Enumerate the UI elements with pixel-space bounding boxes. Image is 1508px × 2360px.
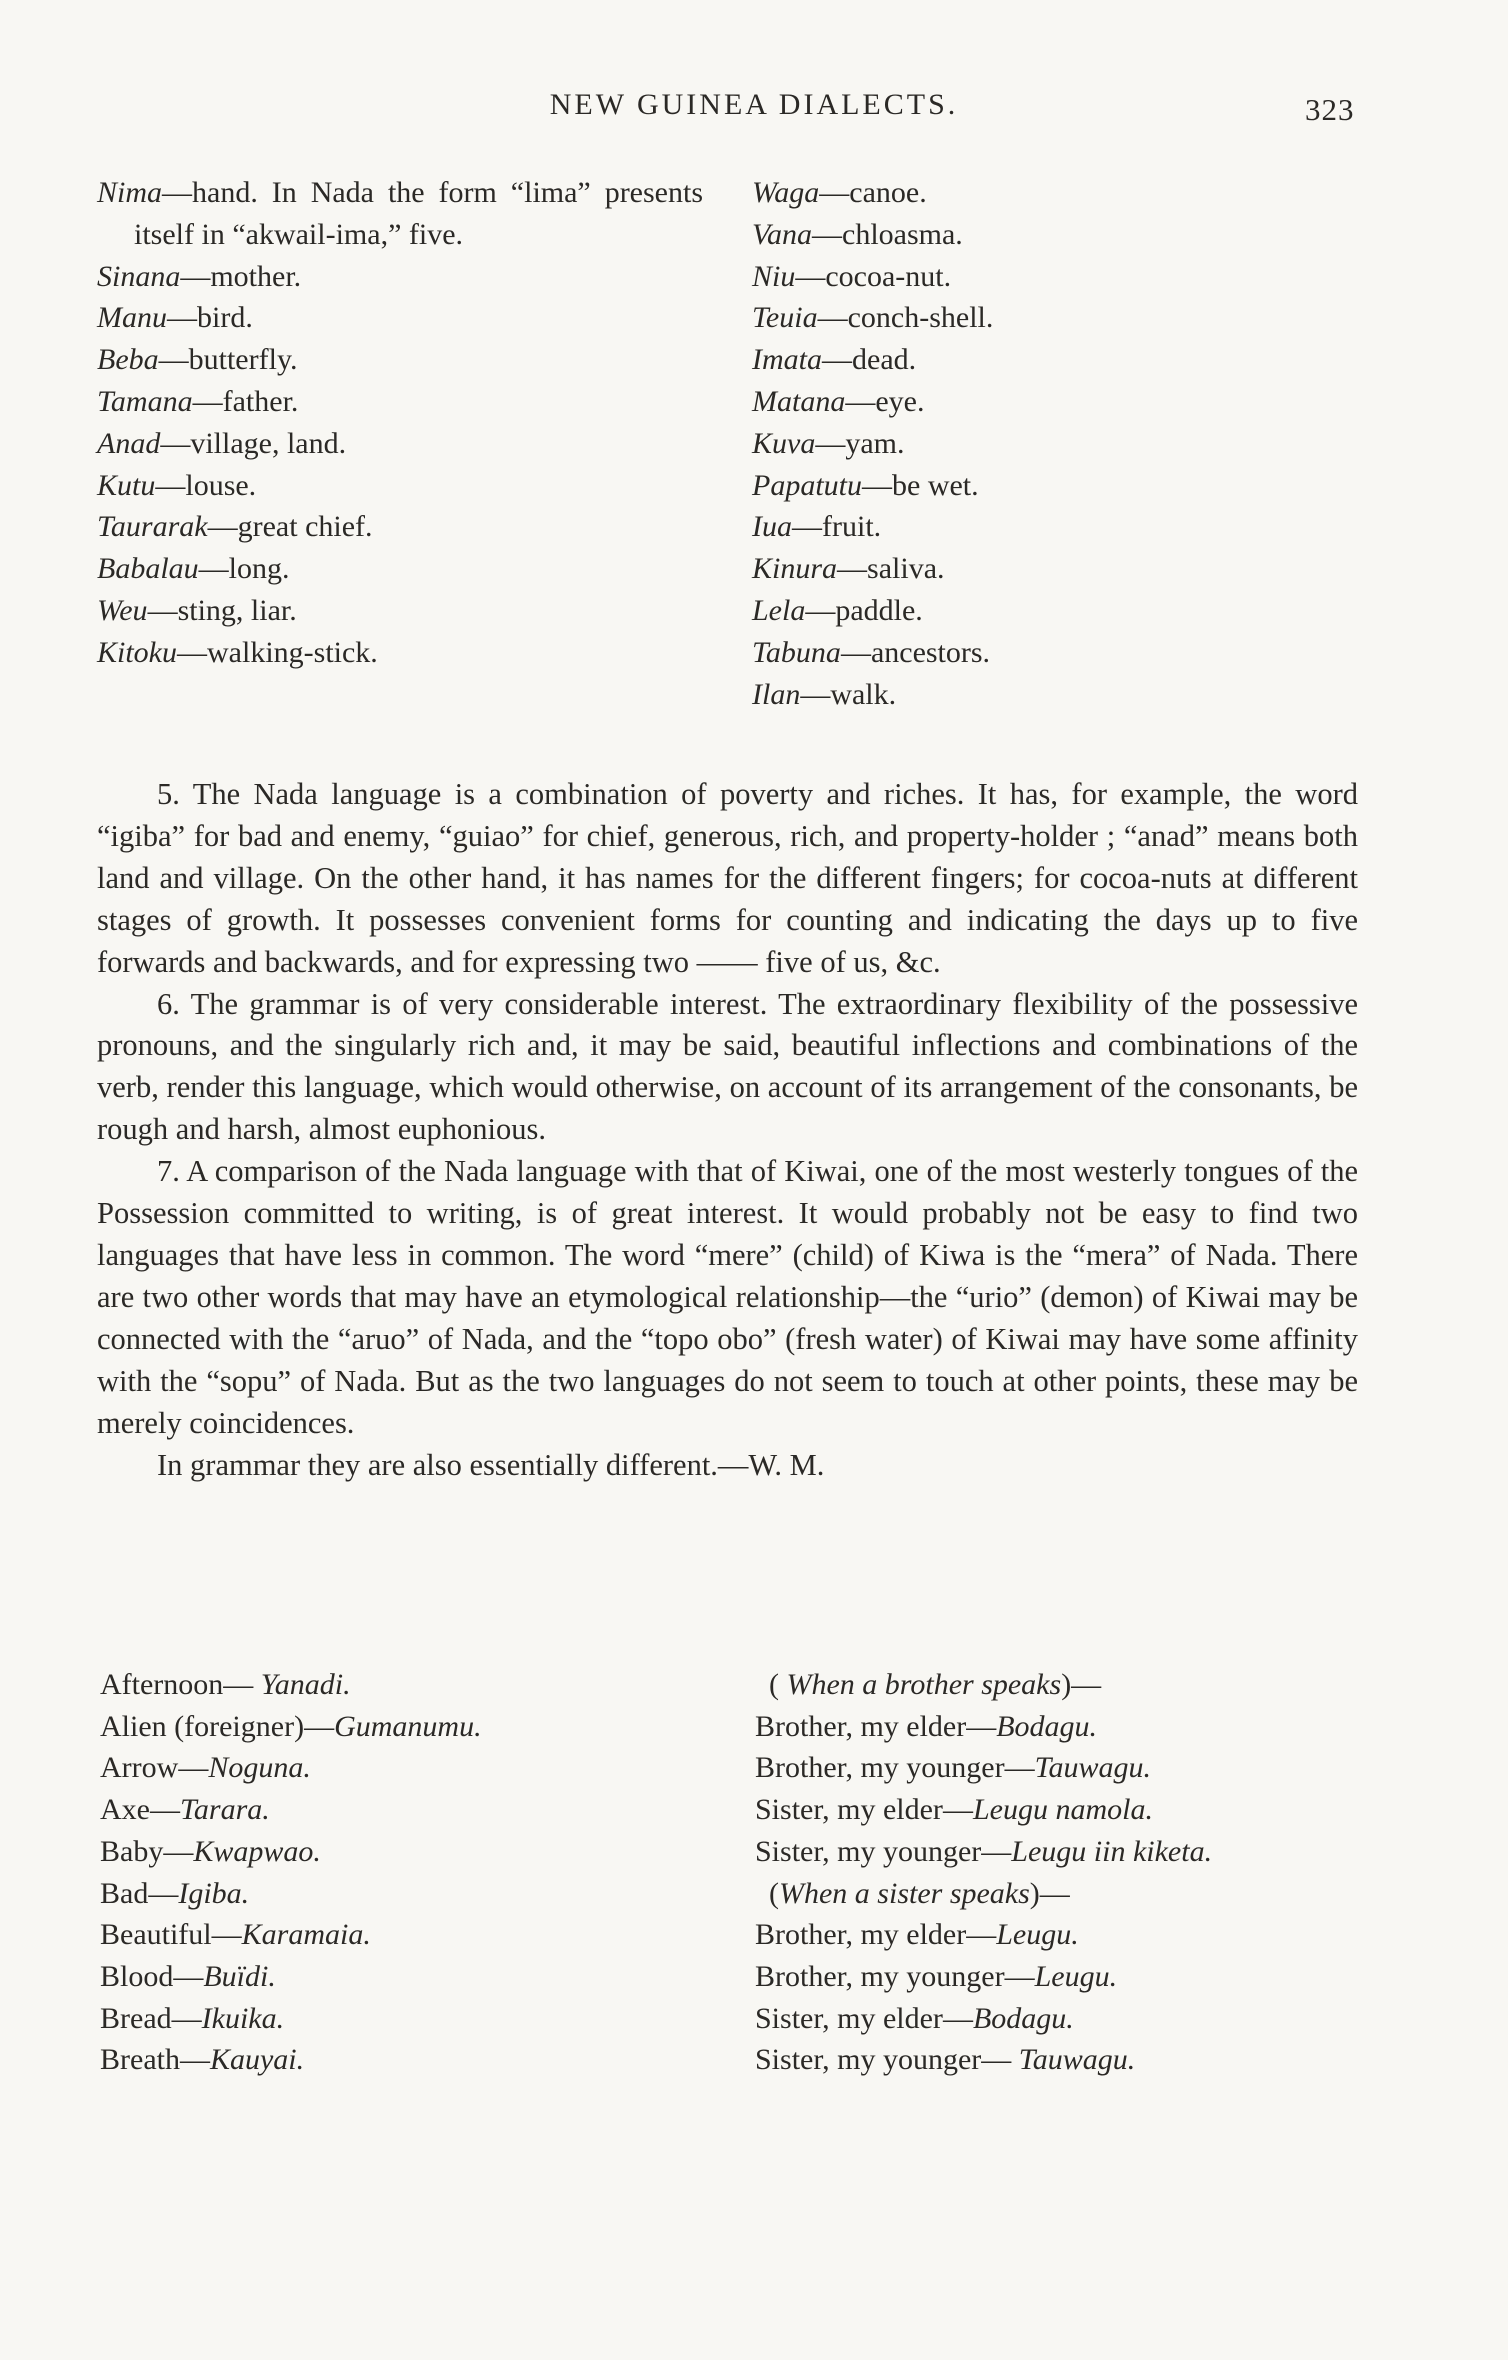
vocab-separator: — — [162, 176, 193, 209]
vocab-separator: — — [795, 259, 826, 293]
vocab-entry — [97, 423, 703, 465]
vocab-word: Kuva — [752, 426, 816, 460]
dict-separator: — — [981, 1834, 1012, 1868]
page-number: 323 — [1305, 92, 1355, 127]
dict-separator: — — [171, 2001, 202, 2035]
heading-open: ( — [769, 1668, 787, 1701]
vocab-separator: — — [192, 384, 223, 418]
vocab-meaning: hand. In Nada the form “lima” presents itself in “akwail-ima,” five. — [134, 176, 703, 251]
dict-separator: — — [223, 1668, 261, 1701]
vocabulary-left-column — [97, 172, 703, 674]
dict-term: Ikuika. — [201, 2001, 285, 2035]
heading-open: ( — [769, 1876, 779, 1910]
vocab-meaning: bird. — [197, 301, 253, 335]
vocab-entry — [752, 172, 1372, 214]
dict-term: Igiba. — [178, 1876, 250, 1910]
vocab-meaning: fruit. — [822, 510, 882, 544]
heading-close: )— — [1029, 1876, 1070, 1910]
vocab-meaning: ancestors. — [870, 635, 991, 669]
vocab-entry — [97, 506, 703, 548]
vocab-separator: — — [198, 552, 229, 586]
vocab-entry — [97, 590, 703, 632]
dict-entry — [755, 1998, 1395, 2040]
dict-term: Kwapwao. — [193, 1834, 321, 1868]
vocab-separator: — — [180, 259, 211, 293]
dict-separator: — — [966, 1709, 997, 1743]
vocab-entry — [97, 297, 703, 339]
dict-english: Afternoon — [100, 1668, 224, 1701]
vocab-word: Iua — [752, 510, 792, 544]
dict-term: Bodagu. — [972, 2001, 1074, 2035]
dict-entry — [755, 1831, 1395, 1873]
vocab-word: Papatutu — [752, 468, 862, 502]
dict-entry — [100, 1831, 700, 1873]
dict-entry — [755, 1747, 1395, 1789]
vocab-word: Vana — [752, 217, 812, 251]
vocab-word: Lela — [752, 593, 806, 627]
vocab-meaning: great chief. — [237, 510, 373, 544]
dict-english: Bad — [100, 1876, 149, 1910]
dict-separator: — — [178, 1751, 209, 1785]
dict-separator: — — [148, 1876, 179, 1910]
dictionary-left-column — [100, 1664, 700, 2081]
vocab-word: Tamana — [97, 384, 193, 418]
vocab-word: Tabuna — [752, 635, 841, 669]
vocab-word: Niu — [752, 259, 796, 293]
dict-term: Bodagu. — [996, 1709, 1098, 1743]
vocab-separator: — — [800, 677, 831, 711]
vocab-word: Waga — [752, 176, 820, 209]
dict-term: Tauwagu. — [1018, 2043, 1136, 2077]
dict-entry — [100, 1956, 700, 1998]
vocab-meaning: father. — [222, 384, 299, 418]
dict-term: Leugu. — [1034, 1959, 1118, 1993]
vocab-meaning: long. — [228, 552, 290, 586]
vocab-entry — [752, 339, 1372, 381]
vocab-separator: — — [805, 593, 836, 627]
vocab-separator: — — [812, 217, 842, 251]
vocab-entry — [97, 632, 703, 674]
vocab-word: Kinura — [752, 552, 838, 586]
dict-separator: — — [966, 1918, 997, 1952]
paragraph-7: 7. A comparison of the Nada language with that of Kiwai, one of the most westerly tongues of the Possession committed to writing, is of great interest. It would probably not be easy to find two languages that have less in common. The word “mere” (child) of Kiwa is the “mera” of Nada. There are two other words that may have an etymological relationship—the “urio” (demon) of Kiwai may be connected with the “aruo” of Nada, and the “topo obo” (fresh water) of Kiwai may have some affinity with the “sopu” of Nada. But as the two languages do not seem to touch at other points, these may be merely coincidences. — [97, 1154, 1358, 1440]
dict-english: Sister, my elder — [755, 1793, 943, 1827]
vocab-word: Manu — [97, 301, 167, 335]
brother-speaks-heading — [755, 1664, 1395, 1706]
dict-separator: — — [173, 1959, 204, 1993]
dict-term: Leugu. — [996, 1918, 1079, 1952]
vocab-word: Anad — [97, 426, 161, 460]
vocab-entry — [752, 297, 1372, 339]
vocab-meaning: butterfly. — [188, 343, 298, 377]
vocab-meaning: saliva. — [867, 552, 945, 586]
vocab-meaning: walk. — [830, 677, 897, 711]
vocab-meaning: village, land. — [190, 426, 347, 460]
dict-separator: — — [942, 1793, 973, 1827]
vocab-entry — [752, 423, 1372, 465]
dict-separator: — — [149, 1793, 180, 1827]
vocab-separator: — — [845, 384, 876, 418]
vocab-separator: — — [158, 343, 189, 377]
vocab-meaning: mother. — [210, 259, 302, 293]
dict-english: Axe — [100, 1793, 150, 1827]
vocab-entry — [97, 381, 703, 423]
body-text — [97, 774, 1358, 1486]
vocab-word: Matana — [752, 384, 846, 418]
vocab-entry — [97, 465, 703, 507]
dict-entry — [100, 1789, 700, 1831]
heading-text: When a sister speaks — [779, 1876, 1030, 1910]
dict-english: Brother, my elder — [755, 1709, 967, 1743]
dict-term: Kauyai. — [209, 2043, 305, 2077]
dict-english: Sister, my elder — [755, 2001, 943, 2035]
vocab-entry — [752, 256, 1372, 298]
vocab-separator: — — [817, 301, 848, 335]
dict-entry — [755, 2039, 1395, 2081]
dict-english: Beautiful — [100, 1918, 212, 1952]
vocab-meaning: yam. — [845, 426, 905, 460]
dict-entry — [100, 1914, 700, 1956]
vocab-entry — [752, 214, 1372, 256]
dict-english: Breath — [100, 2043, 180, 2077]
vocab-separator: — — [155, 468, 186, 502]
dict-term: Tauwagu. — [1034, 1751, 1152, 1785]
dict-entry — [755, 1956, 1395, 1998]
vocab-entry — [752, 381, 1372, 423]
dict-english: Brother, my younger — [755, 1959, 1005, 1993]
vocab-word: Kutu — [97, 468, 156, 502]
vocab-entry — [752, 590, 1372, 632]
vocab-entry — [752, 465, 1372, 507]
vocab-meaning: be wet. — [892, 468, 979, 502]
vocab-word: Weu — [97, 593, 148, 627]
sister-speaks-heading — [755, 1873, 1395, 1915]
vocab-word: Beba — [97, 343, 159, 377]
dict-term: Karamaia. — [241, 1918, 371, 1952]
vocab-meaning: conch-shell. — [847, 301, 994, 335]
vocab-separator: — — [862, 468, 892, 502]
running-title: NEW GUINEA DIALECTS. — [549, 88, 959, 121]
dict-separator: — — [211, 1918, 242, 1952]
vocab-separator: — — [207, 510, 238, 544]
dict-entry — [755, 1789, 1395, 1831]
vocabulary-right-column — [752, 172, 1372, 715]
paragraph-5: 5. The Nada language is a combination of poverty and riches. It has, for example, the word “igiba” for bad and enemy, “guiao” for chief, generous, rich, and property-holder ; “anad” means both land and village. On the other hand, it has names for the different fingers; for cocoa-nuts at different stages of growth. It possesses convenient forms for counting and indicating the days up to five forwards and backwards, and for expressing two —— five of us, &c. — [97, 777, 1358, 979]
vocab-entry — [752, 548, 1372, 590]
dict-english: Sister, my younger — [755, 2043, 982, 2077]
dict-entry — [755, 1914, 1395, 1956]
dict-entry — [100, 1747, 700, 1789]
dict-term: Noguna. — [208, 1751, 311, 1785]
vocab-separator: — — [147, 593, 178, 627]
vocab-separator: — — [822, 343, 852, 377]
vocab-separator: — — [819, 176, 850, 209]
dict-entry — [100, 2039, 700, 2081]
vocab-separator: — — [160, 426, 191, 460]
vocab-word: Babalau — [97, 552, 199, 586]
dict-english: Bread — [100, 2001, 172, 2035]
vocab-word: Ilan — [752, 677, 801, 711]
heading-close: )— — [1061, 1668, 1102, 1701]
dict-english: Alien (foreigner) — [100, 1709, 305, 1743]
vocab-entry — [97, 172, 703, 256]
vocab-meaning: chloasma. — [842, 217, 963, 251]
vocab-meaning: eye. — [875, 384, 925, 418]
dict-term: Buïdi. — [203, 1959, 276, 1993]
dict-entry — [755, 1706, 1395, 1748]
vocab-word: Taurarak — [97, 510, 208, 544]
dict-english: Arrow — [100, 1751, 179, 1785]
vocab-meaning: walking-stick. — [207, 635, 378, 669]
dict-term: Leugu iin kiketa. — [1011, 1834, 1213, 1868]
dict-english: Brother, my younger — [755, 1751, 1005, 1785]
vocab-separator: — — [840, 635, 871, 669]
vocab-separator: — — [815, 426, 846, 460]
dict-entry — [100, 1873, 700, 1915]
vocab-word: Kitoku — [97, 635, 177, 669]
dict-separator: — — [1004, 1959, 1035, 1993]
vocab-word: Sinana — [97, 259, 181, 293]
dict-term: Leugu namola. — [972, 1793, 1153, 1827]
vocab-entry — [97, 548, 703, 590]
vocab-meaning: cocoa-nut. — [825, 259, 952, 293]
signoff: In grammar they are also essentially different.—W. M. — [157, 1447, 825, 1482]
dict-separator: — — [163, 1834, 194, 1868]
vocab-word: Nima — [97, 176, 163, 209]
dict-separator: — — [942, 2001, 973, 2035]
vocab-entry — [97, 339, 703, 381]
dict-separator: — — [304, 1709, 335, 1743]
dict-separator: — — [179, 2043, 210, 2077]
dict-separator: — — [1004, 1751, 1035, 1785]
vocab-meaning: louse. — [185, 468, 257, 502]
vocab-entry — [97, 256, 703, 298]
dict-english: Blood — [100, 1959, 174, 1993]
dict-english: Sister, my younger — [755, 1834, 982, 1868]
heading-text: When a brother speaks — [786, 1668, 1062, 1701]
page-header — [0, 88, 1508, 128]
vocab-entry — [752, 506, 1372, 548]
dict-english: Brother, my elder — [755, 1918, 967, 1952]
vocab-meaning: canoe. — [849, 176, 927, 209]
vocab-separator: — — [177, 635, 207, 669]
vocab-word: Imata — [752, 343, 822, 377]
dict-term: Tarara. — [179, 1793, 270, 1827]
dict-entry — [100, 1998, 700, 2040]
dict-term: Gumanumu. — [334, 1709, 482, 1743]
vocab-meaning: sting, liar. — [177, 593, 297, 627]
paragraph-6: 6. The grammar is of very considerable interest. The extraordinary flexibility of the possessive pronouns, and the singularly rich and, it may be said, beautiful inflections and combinations of the verb, render this language, which would otherwise, on account of its arrangement of the consonants, be rough and harsh, almost euphonious. — [97, 986, 1358, 1147]
vocab-separator: — — [837, 552, 868, 586]
dict-entry — [100, 1706, 700, 1748]
dict-term: Yanadi. — [260, 1668, 351, 1701]
dict-english: Baby — [100, 1834, 164, 1868]
vocab-meaning: paddle. — [835, 593, 923, 627]
vocab-entry — [752, 674, 1372, 716]
vocab-separator: — — [167, 301, 197, 335]
vocab-entry — [752, 632, 1372, 674]
vocab-meaning: dead. — [852, 343, 917, 377]
dictionary-right-column — [755, 1664, 1395, 2081]
dict-separator: — — [981, 2043, 1019, 2077]
dict-entry — [100, 1664, 700, 1706]
vocab-word: Teuia — [752, 301, 818, 335]
vocab-separator: — — [792, 510, 822, 544]
